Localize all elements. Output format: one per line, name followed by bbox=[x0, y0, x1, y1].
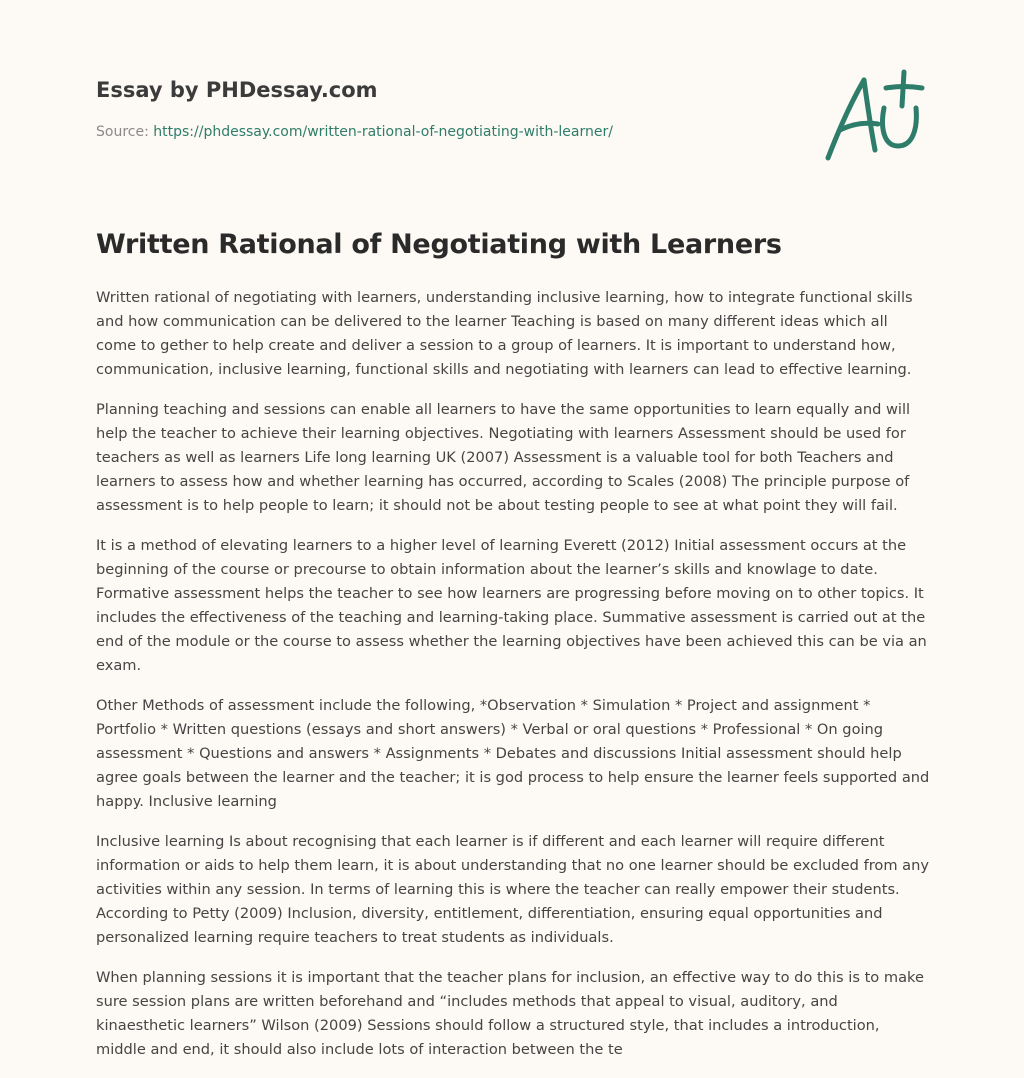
site-title: Essay by PHDessay.com bbox=[96, 78, 378, 102]
essay-paragraph: Inclusive learning Is about recognising that each learner is if different and each learner will require different information or aids to help them learn, it is about understanding that no one learner should be excluded from any activities within any session. In terms of learning this is where the teacher can really empower their students. According to Petty (2009) Inclusion, diversity, entitlement, differentiation, ensuring equal opportunities and personalized learning require teachers to treat students as individuals. bbox=[96, 833, 929, 946]
essay-header bbox=[96, 76, 796, 142]
essay-paragraph: It is a method of elevating learners to a higher level of learning Everett (2012) Initial assessment occurs at the beginning of the course or precourse to obtain information about the learner’s skills and knowlage to date. Formative assessment helps the teacher to see how learners are progressing before moving on to other topics. It includes the effectiveness of the teaching and learning-taking place. Summative assessment is carried out at the end of the module or the course to assess whether the learning objectives have been achieved this can be via an exam. bbox=[96, 537, 927, 674]
essay-paragraph: Other Methods of assessment include the following, *Observation * Simulation * Project and assignment * Portfolio * Written questions (essays and short answers) * Verbal or oral questions * Professional * On going assessment * Questions and answers * Assignments * Debates and discussions Initial assessment should help agree goals between the learner and the teacher; it is god process to help ensure the learner feels supported and happy. Inclusive learning bbox=[96, 697, 930, 810]
essay-paragraph: Planning teaching and sessions can enable all learners to have the same opportunities to learn equally and will help the teacher to achieve their learning objectives. Negotiating with learners Assessment should be used for teachers as well as learners Life long learning UK (2007) Assessment is a valuable tool for both Teachers and learners to assess how and whether learning has occurred, according to Scales (2008) The principle purpose of assessment is to help people to learn; it should not be about testing people to see at what point they will fail. bbox=[96, 401, 911, 514]
essay-title: Written Rational of Negotiating with Learners bbox=[96, 229, 782, 260]
source-label: Source: bbox=[96, 124, 154, 140]
essay-paragraph: When planning sessions it is important that the teacher plans for inclusion, an effective way to do this is to make sure session plans are written beforehand and “includes methods that appeal to visual, auditory, and kinaesthetic learners” Wilson (2009) Sessions should follow a structured style, that includes a introduction, middle and end, it should also include lots of interaction between the te bbox=[96, 969, 924, 1058]
a-plus-grade-icon bbox=[820, 66, 930, 166]
essay-paragraph: Written rational of negotiating with learners, understanding inclusive learning, how to integrate functional skills and how communication can be delivered to the learner Teaching is based on many different ideas which all come to gether to help create and deliver a session to a group of learners. It is important to understand how, communication, inclusive learning, functional skills and negotiating with learners can lead to effective learning. bbox=[96, 289, 913, 378]
source-line bbox=[96, 122, 796, 142]
a-plus-logo-svg bbox=[820, 66, 930, 166]
source-link[interactable]: https://phdessay.com/written-rational-of-negotiating-with-learner/ bbox=[153, 124, 613, 140]
essay-content bbox=[96, 226, 930, 1078]
